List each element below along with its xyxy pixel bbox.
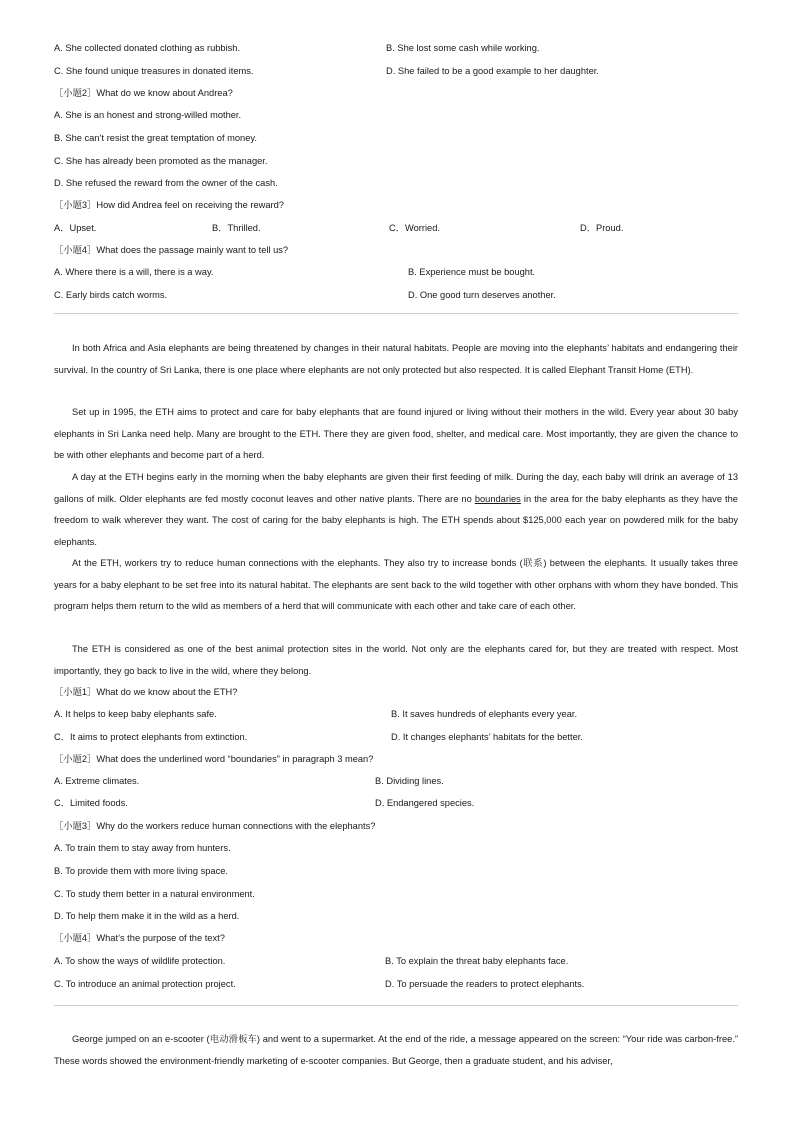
s1-q3-option-b: B．Thrilled. <box>212 223 261 233</box>
s1-q4-option-c: C. Early birds catch worms. <box>54 290 168 300</box>
s2-q3-option-d: D. To help them make it in the wild as a herd. <box>54 911 240 921</box>
s2-q2-stem: ［小题2］What does the underlined word “boundaries” in paragraph 3 mean? <box>54 754 374 764</box>
s1-q1-option-a: A. She collected donated clothing as rubbish. <box>54 43 241 53</box>
s2-q4-stem: ［小题4］What’s the purpose of the text? <box>54 933 225 943</box>
s1-q4-stem: ［小题4］What does the passage mainly want to tell us? <box>54 245 289 255</box>
s1-q1-option-c: C. She found unique treasures in donated items. <box>54 66 254 76</box>
s2-q4-option-d: D. To persuade the readers to protect elephants. <box>385 979 585 989</box>
s1-q1-option-d: D. She failed to be a good example to her daughter. <box>386 66 599 76</box>
s2-q2-option-b: B. Dividing lines. <box>375 776 444 786</box>
s2-paragraph-3 <box>54 467 738 553</box>
s3-paragraph-1: George jumped on an e-scooter (电动滑板车) and went to a supermarket. At the end of the ride, a message appeared on the screen: “Your ride was carbon-free.” These words showed the environment-friendly marketing of e-scooter companies. But George, then a graduate student, and his adviser, <box>54 1034 738 1066</box>
s2-q4-option-b: B. To explain the threat baby elephants face. <box>385 956 569 966</box>
s2-q2-option-d: D. Endangered species. <box>375 798 475 808</box>
s1-q2-option-c: C. She has already been promoted as the manager. <box>54 156 268 166</box>
s2-paragraph-3-before: A day at the ETH begins early in the morning when the baby elephants are given their first feeding of milk. During the day, each baby will drink an average of 13 gallons of milk. Older elephants are fed mostly coconut leaves and other native plants. There are no <box>54 472 738 504</box>
s2-q4-option-c: C. To introduce an animal protection project. <box>54 979 236 989</box>
s2-q3-option-a: A. To train them to stay away from hunters. <box>54 843 231 853</box>
s1-q2-stem: ［小题2］What do we know about Andrea? <box>54 88 233 98</box>
s1-q1-option-b: B. She lost some cash while working. <box>386 43 540 53</box>
s2-paragraph-1: In both Africa and Asia elephants are being threatened by changes in their natural habitats. People are moving into the elephants’ habitats and endangering their survival. In the country of Sri Lanka, there is one place where elephants are not only protected but also respected. It is called Elephant Transit Home (ETH). <box>54 343 738 375</box>
s2-q1-stem: ［小题1］What do we know about the ETH? <box>54 687 238 697</box>
section-divider-2 <box>54 1005 738 1006</box>
s2-paragraph-2: Set up in 1995, the ETH aims to protect and care for baby elephants that are found injured or living without their mothers in the wild. Every year about 30 baby elephants in Sri Lanka need help. Many are brought to the ETH. There they are given food, shelter, and medical care. Most importantly, they are given the chance to be with other elephants and become part of a herd. <box>54 407 738 460</box>
s2-paragraph-4: At the ETH, workers try to reduce human connections with the elephants. They also try to increase bonds (联系) between the elephants. It usually takes three years for a baby elephant to be set free into its natural habitat. The elephants are sent back to the wild together with other orphans with whom they have bonded. This program helps them return to the wild as members of a herd that will communicate with each other and take care of each other. <box>54 558 738 611</box>
s1-q4-option-b: B. Experience must be bought. <box>408 267 536 277</box>
s2-q4-option-a: A. To show the ways of wildlife protection. <box>54 956 226 966</box>
s2-q1-option-d: D. It changes elephants’ habitats for the better. <box>391 732 583 742</box>
s1-q2-option-d: D. She refused the reward from the owner of the cash. <box>54 178 278 188</box>
s2-q1-option-a: A. It helps to keep baby elephants safe. <box>54 709 217 719</box>
s2-q2-option-a: A. Extreme climates. <box>54 776 140 786</box>
s2-q3-option-c: C. To study them better in a natural environment. <box>54 889 255 899</box>
s1-q3-option-d: D．Proud. <box>580 223 624 233</box>
s1-q3-option-c: C．Worried. <box>389 223 440 233</box>
s2-q3-stem: ［小题3］Why do the workers reduce human connections with the elephants? <box>54 821 376 831</box>
s2-paragraph-3-after: in the area for the baby elephants as they have the freedom to walk wherever they want. The cost of caring for the baby elephants is high. The ETH spends about $125,000 each year on powdered milk for the baby elephants. <box>54 493 738 547</box>
s1-q4-option-d: D. One good turn deserves another. <box>408 290 556 300</box>
s1-q4-option-a: A. Where there is a will, there is a way. <box>54 267 214 277</box>
s1-q2-option-a: A. She is an honest and strong-willed mother. <box>54 110 242 120</box>
underlined-word-boundaries: boundaries <box>474 493 521 504</box>
s2-paragraph-5: The ETH is considered as one of the best animal protection sites in the world. Not only are the elephants cared for, but they are treated with respect. Most importantly, they go back to live in the wild, where they belong. <box>54 644 738 676</box>
s2-q1-option-b: B. It saves hundreds of elephants every year. <box>391 709 578 719</box>
section-divider <box>54 313 738 314</box>
s2-q3-option-b: B. To provide them with more living space. <box>54 866 228 876</box>
s2-q1-option-c: C．It aims to protect elephants from extinction. <box>54 732 248 742</box>
s1-q2-option-b: B. She can’t resist the great temptation of money. <box>54 133 257 143</box>
s1-q3-option-a: A．Upset. <box>54 223 97 233</box>
s2-q2-option-c: C．Limited foods. <box>54 798 128 808</box>
s1-q3-stem: ［小题3］How did Andrea feel on receiving the reward? <box>54 200 284 210</box>
